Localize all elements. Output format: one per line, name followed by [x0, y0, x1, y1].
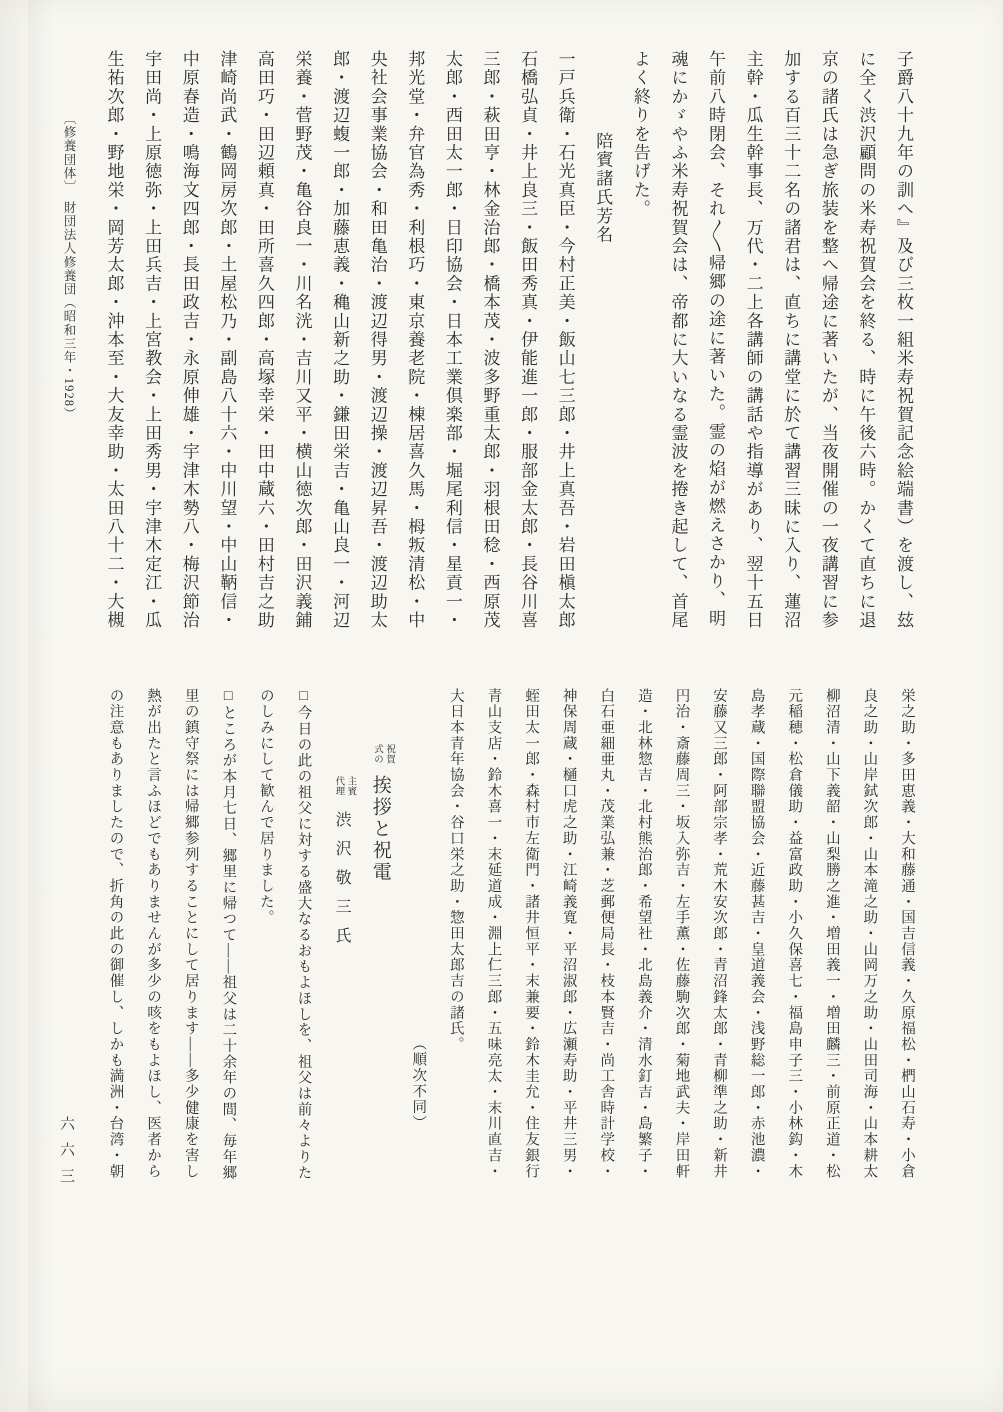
narrative-column: に全く渋沢顧問の米寿祝賀会を終る、時に午後六時。かくて直ちに退 [856, 50, 876, 630]
speaker-name: 渋沢敬三氏 [333, 810, 351, 956]
guest-name-column: 郎・渡辺蝮一郎・加藤恵義・穐山新之助・鎌田栄吉・亀山良一・河辺 [330, 50, 350, 630]
guest-list-heading: 陪賓諸氏芳名 [593, 132, 613, 245]
guest-name-column: 栄之助・多田恵義・大和藤通・国吉信義・久原福松・椚山石寿・小倉 [899, 688, 915, 1180]
speech-column: 熱が出たと言ふほどでもありませんが多少の咳をもよほし、医者から [145, 688, 162, 1180]
source-citation: 〔修養団体〕 財団法人修養団（昭和三年・1928） [61, 112, 76, 421]
guest-name-column: 白石亜細亜丸・茂業弘兼・芝郵便局長・枝本賢吉・尚工舎時計学校・ [598, 688, 615, 1180]
guest-name-column: 栄養・菅野茂・亀谷良一・川名洸・吉川又平・横山徳次郎・田沢義鋪 [292, 50, 312, 630]
top-text-block [49, 50, 922, 654]
guest-name-column: 安藤又三郎・阿部宗孝・荒木安次郎・青沼鋒太郎・青柳準之助・新井 [711, 688, 728, 1180]
narrative-column: よく終りを告げた。 [630, 50, 650, 219]
narrative-column: 主幹・瓜生幹事長、万代・二上各講師の講話や指導があり、翌十五日 [743, 50, 763, 630]
narrative-column: 魂にかゞやふ米寿祝賀会は、帝都に大いなる霊波を捲き起して、首尾 [668, 50, 688, 630]
guest-name-column: 島孝蔵・国際聯盟協会・近藤甚吉・皇道義会・浅野総一郎・赤池濃・ [748, 688, 765, 1180]
guest-name-column: 神保周蔵・樋口虎之助・江崎義寛・平沼淑郎・広瀬寿助・平井三男・ [560, 688, 577, 1180]
section-heading [360, 688, 399, 1222]
order-disclaimer: （順次不同） [410, 1036, 427, 1132]
guest-name-column: 中原春造・鳴海文四郎・長田政吉・永原伸雄・宇津木勢八・梅沢節治 [179, 50, 199, 630]
guest-name-column: 蛭田太一郎・森村市左衛門・諸井恒平・末兼要・鈴木圭允・住友銀行 [523, 688, 540, 1180]
section-heading-prefix-line2: 式の [372, 744, 383, 764]
guest-name-column: 宇田尚・上原徳弥・上田兵吉・上宮教会・上田秀男・宇津木定江・瓜 [142, 50, 162, 630]
guest-name-column: 良之助・山岸鉽次郎・山本滝之助・山岡万之助・山田司海・山本耕太 [861, 688, 878, 1180]
guest-name-column: 柳沼清・山下義韶・山梨勝之進・増田義一・増田麟三・前原正道・松 [823, 688, 840, 1180]
speaker-role-line2: 代理 [333, 776, 344, 796]
guest-name-column: 邦光堂・弁官為秀・利根巧・東京養老院・棟居喜久馬・栂叛清松・中 [405, 50, 425, 630]
narrative-column: 加する百三十二名の諸君は、直ちに講堂に於て講習三昧に入り、蓮沼 [781, 50, 801, 630]
speech-column: □今日の此の祖父に対する盛大なるおもよほしを、祖父は前々よりた [295, 688, 312, 1181]
guest-name-column: 央社会事業協会・和田亀治・渡辺得男・渡辺操・渡辺昇吾・渡辺助太 [367, 50, 387, 630]
guest-name-column: 青山支店・鈴木喜一・末延道成・淵上仁三郎・五味亮太・末川直吉・ [485, 688, 502, 1180]
guest-name-column: 高田巧・田辺頼真・田所喜久四郎・高塚幸栄・田中蔵六・田村吉之助 [254, 50, 274, 630]
speaker-role-line1: 主賓 [345, 776, 356, 796]
speech-column: □ところが本月七日、郷里に帰つて――祖父は二十余年の間、毎年郷 [220, 688, 237, 1181]
guest-name-column: 造・北林惣吉・北村熊治郎・希望社・北島義介・清水釘吉・島繁子・ [635, 688, 652, 1180]
guest-name-column: 三郎・萩田亨・林金治郎・橋本茂・波多野重太郎・羽根田稔・西原茂 [480, 50, 500, 630]
guest-name-column: 生祐次郎・野地栄・岡芳太郎・沖本至・大友幸助・太田八十二・大槻 [104, 50, 124, 630]
narrative-column: 子爵八十九年の訓へ』及び三枚一組米寿祝賀記念絵端書）を渡し、玆 [894, 50, 913, 630]
guest-name-column: 津崎尚武・鶴岡房次郎・土屋松乃・副島八十六・中川望・中山鞆信・ [217, 50, 237, 630]
page-number: 六六三 [58, 1116, 74, 1194]
speaker-role [332, 776, 356, 796]
guest-name-column: 一戸兵衛・石光真臣・今村正美・飯山七三郎・井上真吾・岩田槇太郎 [555, 50, 575, 630]
guest-name-column: 石橋弘貞・井上良三・飯田秀真・伊能進一郎・服部金太郎・長谷川喜 [518, 50, 538, 630]
bottom-text-block [96, 688, 925, 1222]
speech-column: の注意もありましたので、折角の此の御催し、しかも満洲・台湾・朝 [107, 688, 124, 1180]
speaker-line [322, 688, 361, 1222]
guest-name-column: 円治・斎藤周三・坂入弥吉・左手薫・佐藤駒次郎・菊地武夫・岸田軒 [673, 688, 690, 1180]
narrative-column: 午前八時閉会、それ〱帰郷の途に著いた。霊の焰が燃えさかり、明 [706, 50, 726, 629]
section-heading-title: 挨拶と祝電 [369, 774, 391, 883]
speech-column: のしみにして歓んで居りました。 [257, 688, 274, 926]
section-heading-prefix-line1: 祝賀 [384, 744, 395, 764]
narrative-column: 京の諸氏は急ぎ旅装を整へ帰途に著いたが、当夜開催の一夜講習に参 [818, 50, 838, 630]
section-heading-prefix [371, 744, 395, 764]
guest-name-column: 太郎・西田太一郎・日印協会・日本工業倶楽部・堀尾利信・星貢一・ [442, 50, 462, 630]
speech-column: 里の鎮守祭には帰郷参列することにして居ります――多少健康を害し [182, 688, 199, 1180]
guest-name-column: 大日本青年協会・谷口栄之助・惣田太郎吉の諸氏。 [447, 688, 464, 1053]
guest-name-column: 元稲穂・松倉儀助・益富政助・小久保喜七・福島申子三・小林鈎・木 [786, 688, 803, 1180]
